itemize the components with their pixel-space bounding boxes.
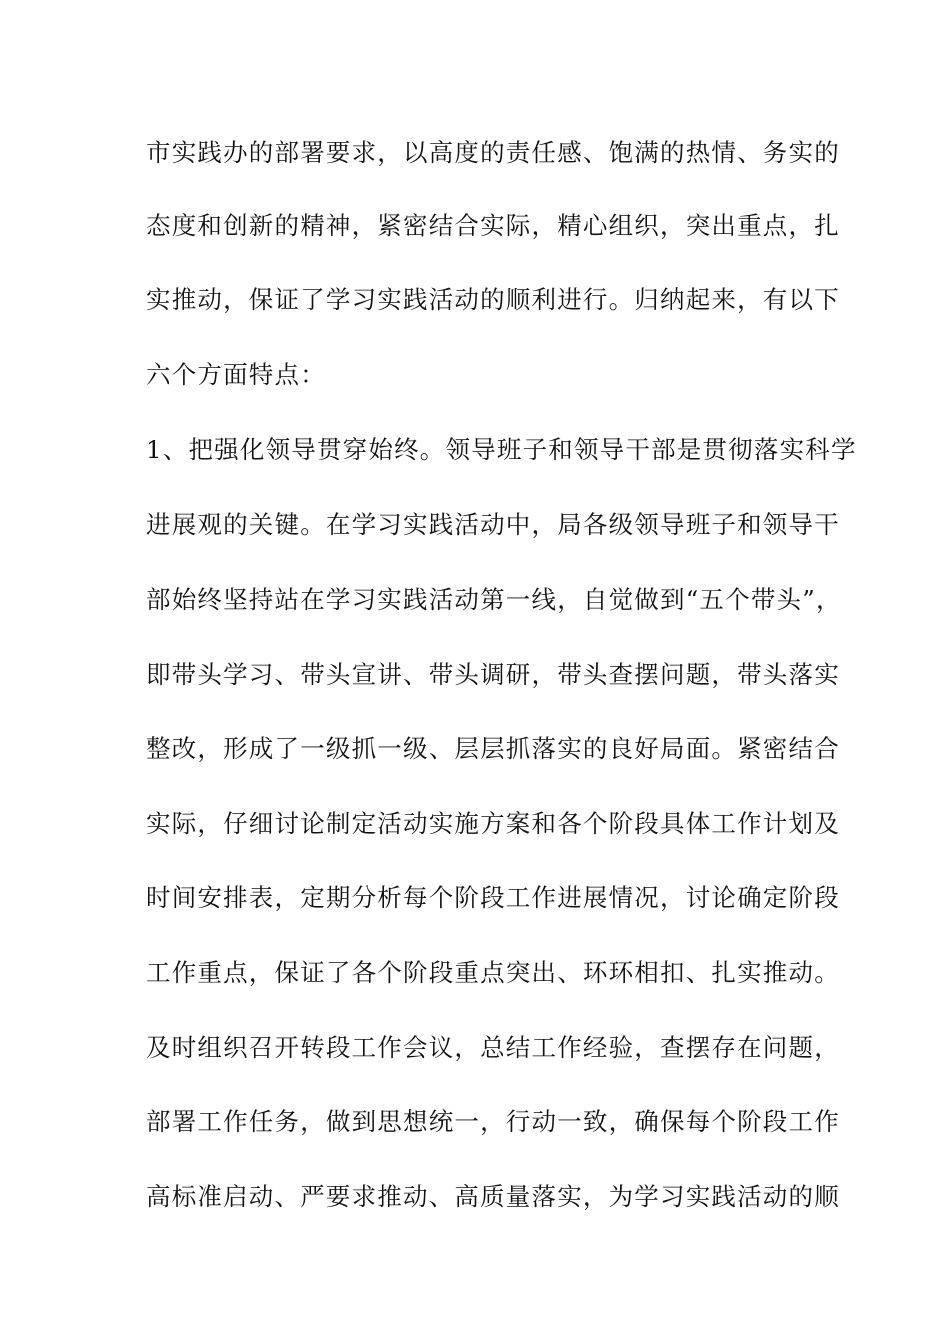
text-line-7: 部始终坚持站在学习实践活动第一线，自觉做到“五个带头”， — [146, 585, 842, 614]
text-line-12: 工作重点，保证了各个阶段重点突出、环环相扣、扎实推动。 — [146, 958, 840, 987]
text-line-4: 六个方面特点： — [146, 360, 326, 389]
text-line-5: 1、把强化领导贯穿始终。领导班子和领导干部是贯彻落实科学 — [146, 435, 857, 464]
text-line-8: 即带头学习、带头宣讲、带头调研，带头查摆问题，带头落实 — [146, 660, 840, 689]
text-line-9: 整改，形成了一级抓一级、层层抓落实的良好局面。紧密结合 — [146, 734, 840, 763]
text-line-1: 市实践办的部署要求，以高度的责任感、饱满的热情、务实的 — [146, 138, 840, 167]
text-line-2: 态度和创新的精神，紧密结合实际，精心组织，突出重点，扎 — [146, 211, 840, 240]
text-line-10: 实际，仔细讨论制定活动实施方案和各个阶段具体工作计划及 — [146, 809, 840, 838]
text-line-15: 高标准启动、严要求推动、高质量落实，为学习实践活动的顺 — [146, 1182, 840, 1211]
text-line-14: 部署工作任务，做到思想统一，行动一致，确保每个阶段工作 — [146, 1107, 840, 1136]
text-line-13: 及时组织召开转段工作会议，总结工作经验，查摆存在问题， — [146, 1033, 840, 1062]
text-line-11: 时间安排表，定期分析每个阶段工作进展情况，讨论确定阶段 — [146, 883, 840, 912]
text-line-3: 实推动，保证了学习实践活动的顺利进行。归纳起来，有以下 — [146, 285, 840, 314]
text-line-6: 进展观的关键。在学习实践活动中，局各级领导班子和领导干 — [146, 510, 840, 539]
